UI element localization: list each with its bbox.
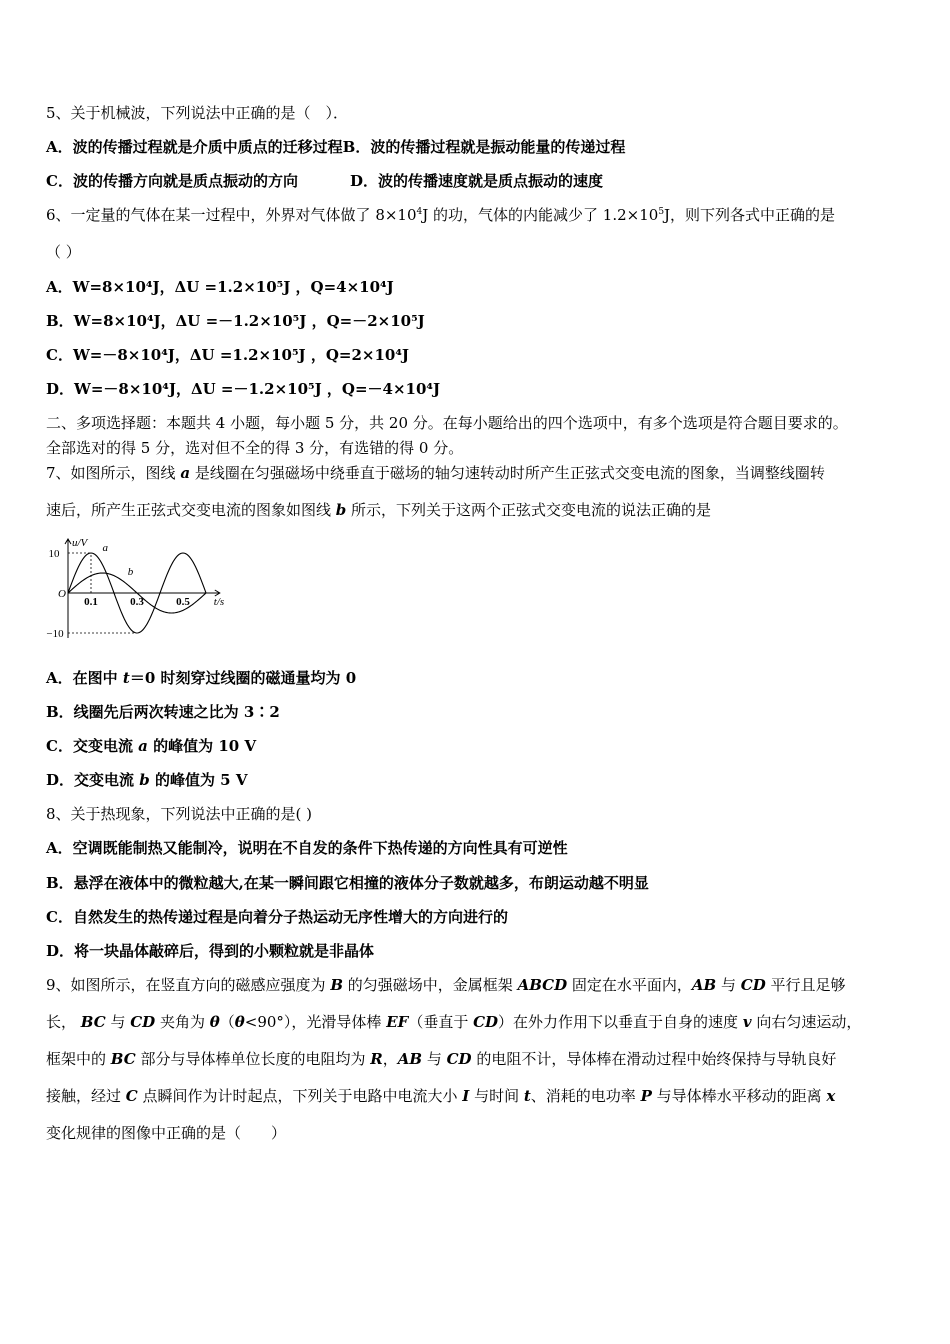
q7-stem-line2: 速后，所产生正弦式交变电流的图象如图线 b 所示，下列关于这两个正弦式交变电流的说法正确的是 (46, 501, 712, 519)
q5-options-ab (46, 137, 625, 157)
q9-line2: 长， BC 与 CD 夹角为 θ（θ<90°），光滑导体棒 EF（垂直于 CD）在外力作用下以垂直于自身的速度 v 向右匀速运动， (46, 1013, 862, 1031)
x-tick-label: 0.3 (130, 596, 144, 608)
q5-option-a: A．波的传播过程就是介质中质点的迁移过程 (46, 138, 343, 156)
q8-stem: 8、关于热现象，下列说法中正确的是( ) (46, 805, 313, 823)
x-tick-label: 0.5 (176, 596, 190, 608)
y-tick-label: 10 (48, 548, 60, 560)
q8-option-d: D．将一块晶体敲碎后，得到的小颗粒就是非晶体 (46, 942, 375, 960)
section2-line1: 二、多项选择题：本题共 4 小题，每小题 5 分，共 20 分。在每小题给出的四个选项中，有多个选项是符合题目要求的。 (46, 414, 848, 432)
q8-option-c: C．自然发生的热传递过程是向着分子热运动无序性增大的方向进行的 (46, 908, 508, 926)
q7-stem-line1: 7、如图所示，图线 a 是线圈在匀强磁场中绕垂直于磁场的轴匀速转动时所产生正弦式交变电流的图象，当调整线圈转 (46, 464, 825, 482)
q6-stem: 6、一定量的气体在某一过程中，外界对气体做了 $8\times 10^4J$ 的功，气体的内能减少了 $1.2\times 10^5J$，则下列各式中正确的是 (46, 206, 836, 224)
q7-option-d: D．交变电流 b 的峰值为 5 V (46, 771, 248, 789)
q6-option-a: A．W=8×10⁴J，ΔU =1.2×10⁵J ，Q=4×10⁴J (46, 278, 394, 296)
q5-option-b: B．波的传播过程就是振动能量的传递过程 (342, 138, 626, 156)
q7-option-b: B．线圈先后两次转速之比为 3∶2 (46, 703, 280, 721)
series-b-label: b (127, 566, 134, 578)
q9-line4: 接触，经过 C 点瞬间作为计时起点，下列关于电路中电流大小 I 与时间 t、消耗的电功率 P 与导体棒水平移动的距离 x (46, 1087, 836, 1105)
y-tick-label: −10 (46, 628, 64, 640)
q6-option-b: B．W=8×10⁴J，ΔU =－1.2×10⁵J ，Q=－2×10⁵J (46, 312, 425, 330)
q6-stem-paren: （ ） (46, 243, 81, 261)
q9-line1: 9、如图所示，在竖直方向的磁感应强度为 B 的匀强磁场中，金属框架 ABCD 固定在水平面内，AB 与 CD 平行且足够 (46, 976, 846, 994)
x-tick-label: 0.1 (84, 596, 98, 608)
q6-option-d: D．W=－8×10⁴J，ΔU =－1.2×10⁵J ，Q=－4×10⁴J (46, 380, 441, 398)
q5-options-cd (46, 171, 603, 191)
q5-option-c: C．波的传播方向就是质点振动的方向 (46, 172, 298, 190)
q5-stem: 5、关于机械波，下列说法中正确的是（ ）． (46, 104, 349, 122)
q7-voltage-chart (44, 530, 244, 640)
q7-option-c: C．交变电流 a 的峰值为 10 V (46, 737, 257, 755)
x-axis-label: t/s (213, 596, 225, 608)
series-a-label: a (102, 542, 108, 554)
q9-line3: 框架中的 BC 部分与导体棒单位长度的电阻均为 R，AB 与 CD 的电阻不计，导体棒在滑动过程中始终保持与导轨良好 (46, 1050, 837, 1068)
q8-option-b: B．悬浮在液体中的微粒越大,在某一瞬间跟它相撞的液体分子数就越多，布朗运动越不明显 (46, 874, 649, 892)
q6-option-c: C．W=－8×10⁴J，ΔU =1.2×10⁵J ，Q=2×10⁴J (46, 346, 410, 364)
origin-label: O (58, 588, 66, 600)
q7-option-a: A．在图中 t＝0 时刻穿过线圈的磁通量均为 0 (46, 669, 357, 687)
y-axis-label: u/V (72, 537, 88, 549)
q9-line5: 变化规律的图像中正确的是（ ） (46, 1124, 287, 1142)
section2-line2: 全部选对的得 5 分，选对但不全的得 3 分，有选错的得 0 分。 (46, 439, 464, 457)
q8-option-a: A．空调既能制热又能制冷，说明在不自发的条件下热传递的方向性具有可逆性 (46, 839, 568, 857)
q5-option-d: D．波的传播速度就是质点振动的速度 (349, 172, 603, 190)
